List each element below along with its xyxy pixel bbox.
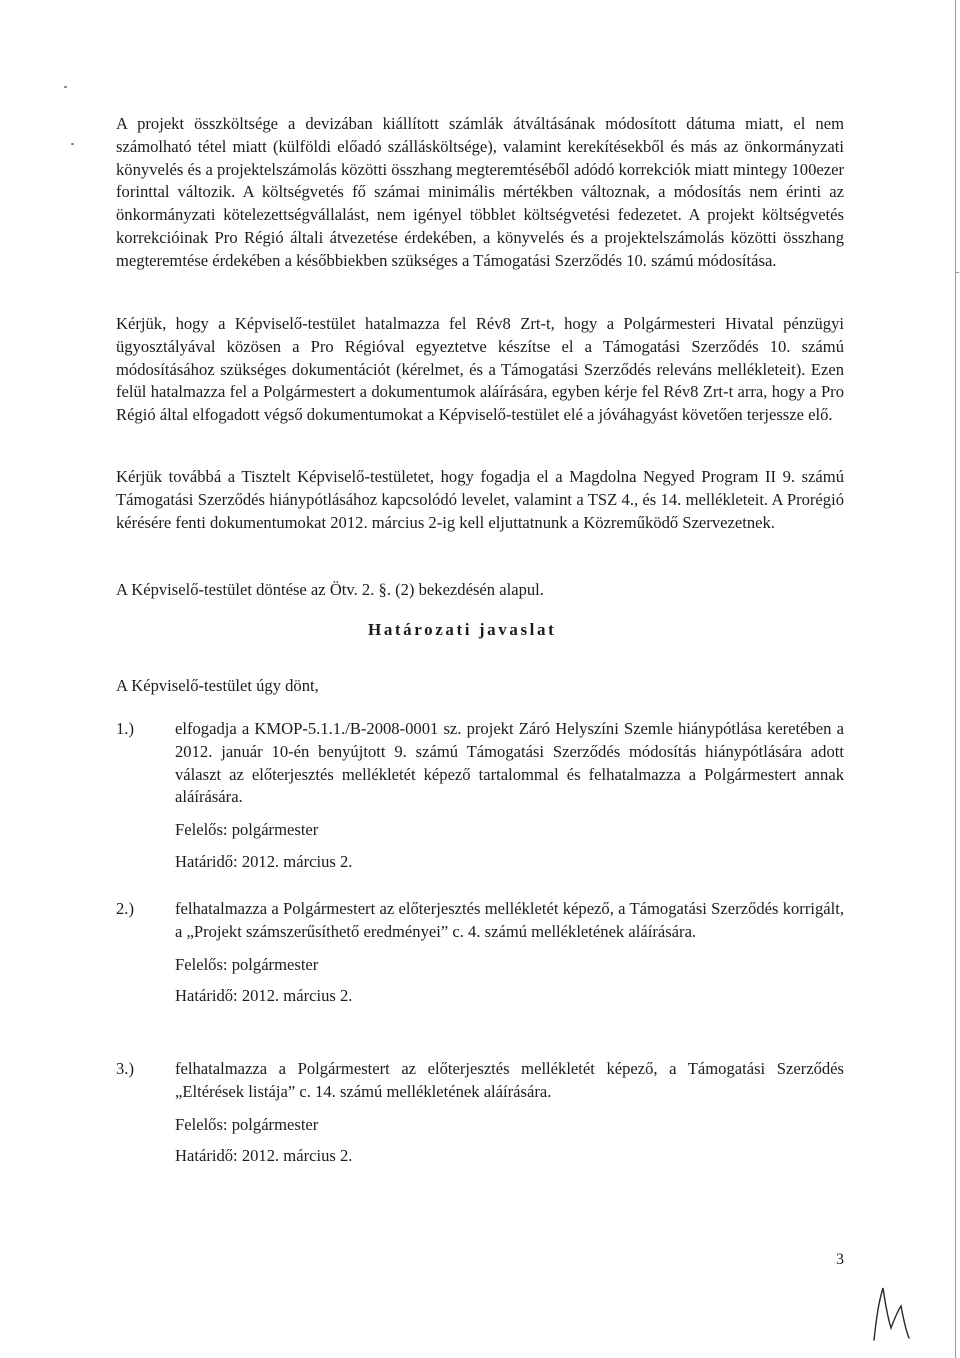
item-deadline: Határidő: 2012. március 2. [175, 986, 353, 1006]
page-number: 3 [836, 1251, 844, 1268]
item-deadline: Határidő: 2012. március 2. [175, 851, 353, 871]
item-deadline: Határidő: 2012. március 2. [175, 1146, 353, 1166]
scan-speck [71, 143, 74, 145]
paragraph-budget-change: A projekt összköltsége a devizában kiállított számlák átváltásának módosított dátuma miatt, el nem számolható tétel miatt (külföldi előadó szállásköltsége), valamint kerekítésekből és más az önkormányzati könyvelés és a projektelszámolás közötti összhang megteremtéséből adódó korrekciók miatt mintegy 100ezer forinttal változik. A költségvetés fő számai minimális mértékben változnak, a módosítás nem érinti az önkormányzati kötelezettségvállalást, nem igényel többlet költségvetési fedezetet. A projekt költségvetés korrekcióinak Pro Régió általi átvezetése érdekében, a könyvelés és a projektelszámolás közötti összhang megteremtése érdekében a későbbiekben szükséges a Támogatási Szerződés 10. számú módosítása. [116, 114, 844, 270]
resolution-title: Határozati javaslat [368, 620, 557, 639]
resolution-item [175, 898, 844, 1008]
right-edge-tick [955, 272, 959, 273]
paragraph-further-request: Kérjük továbbá a Tisztelt Képviselő-testületet, hogy fogadja el a Magdolna Negyed Program II 9. számú Támogatási Szerződés hiánypótlásához kapcsolódó levelet, valamint a TSZ 4., és 14. mellékleteit. A Prorégió kérésére fenti dokumentumokat 2012. március 2-ig kell eljuttatnunk a Közreműködő Szervezetnek. [116, 467, 844, 532]
decision-intro: A Képviselő-testület úgy dönt, [116, 676, 319, 695]
item-responsible: Felelős: polgármester [175, 954, 319, 974]
item-responsible: Felelős: polgármester [175, 820, 319, 840]
item-number: 1.) [116, 719, 134, 738]
paragraph-authorization-request: Kérjük, hogy a Képviselő-testület hatalmazza fel Rév8 Zrt-t, hogy a Polgármesteri Hivatal pénzügyi ügyosztályával közösen a Pro Régióval egyeztetve készítse el a Támogatási Szerződés 10. számú módosításához szükséges dokumentációt (kérelmet, és a Támogatási Szerződés releváns mellékleteit). Ezen felül hatalmazza fel a Polgármestert a dokumentumok aláírására, egyben kérje fel Rév8 Zrt-t arra, hogy a Pro Régió által elfogadott végső dokumentumokat a Képviselő-testület elé a jóváhagyást követően terjessze elő. [116, 314, 844, 425]
resolution-item [175, 718, 844, 874]
resolution-item [175, 1058, 844, 1168]
item-text: felhatalmazza a Polgármestert az előterjesztés mellékletét képező, a Támogatási Szerződés „Eltérések listája” c. 14. számú mellékletének aláírására. [175, 1059, 844, 1101]
item-number: 2.) [116, 899, 134, 918]
item-number: 3.) [116, 1059, 134, 1078]
right-edge-line [955, 0, 956, 1358]
item-responsible: Felelős: polgármester [175, 1114, 319, 1134]
item-text: elfogadja a KMOP-5.1.1./B-2008-0001 sz. projekt Záró Helyszíni Szemle hiánypótlása keretében a 2012. január 10-én benyújtott 9. számú Támogatási Szerződés módosítás hiánypótlására adott választ az előterjesztés mellékletét képező tartalommal és felhatalmazza a Polgármestert annak aláírására. [175, 719, 844, 807]
handwritten-initials [866, 1282, 916, 1344]
scan-speck [64, 86, 67, 88]
item-text: felhatalmazza a Polgármestert az előterjesztés mellékletét képező, a Támogatási Szerződés korrigált, a „Projekt számszerűsíthető eredményei” c. 4. számú mellékletének aláírására. [175, 899, 844, 941]
paragraph-legal-basis: A Képviselő-testület döntése az Ötv. 2. §. (2) bekezdésén alapul. [116, 580, 544, 599]
